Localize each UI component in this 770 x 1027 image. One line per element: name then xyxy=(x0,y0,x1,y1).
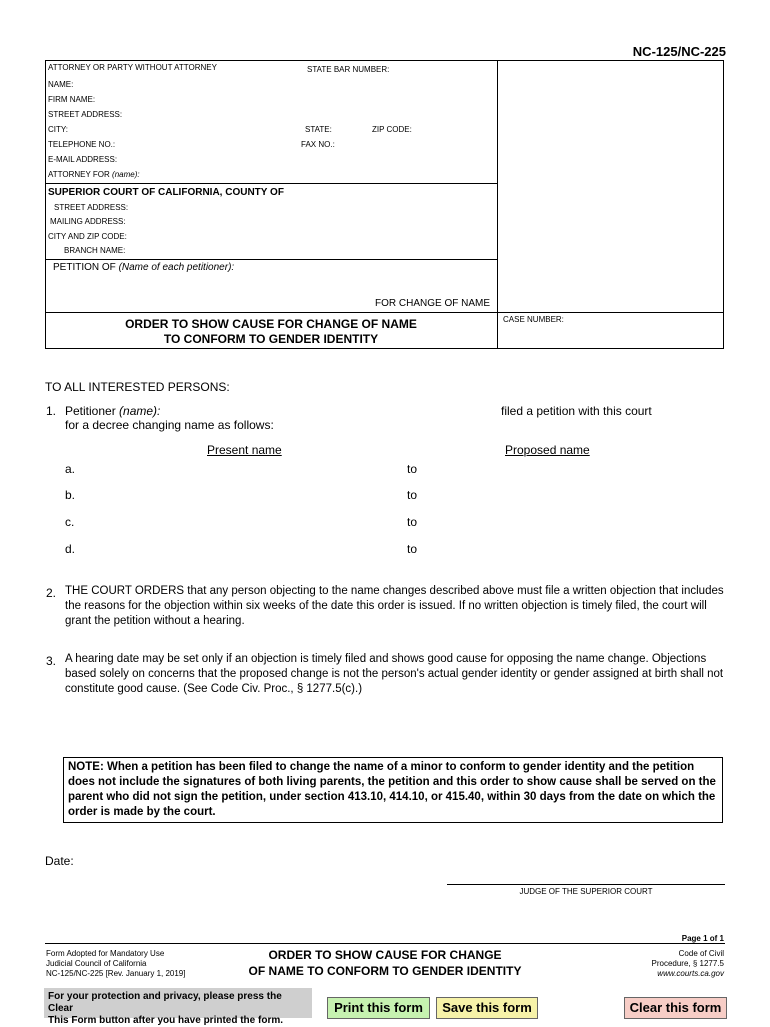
state-bar-label: STATE BAR NUMBER: xyxy=(307,65,390,74)
attorney-for-label: ATTORNEY FOR (name): xyxy=(48,170,140,179)
telephone-label: TELEPHONE NO.: xyxy=(48,140,116,149)
row-a-to: to xyxy=(407,462,418,476)
petitioner-label: Petitioner (name): xyxy=(65,404,161,418)
firm-name-label: FIRM NAME: xyxy=(48,95,96,104)
court-mailing-label: MAILING ADDRESS: xyxy=(50,217,126,226)
name-label: NAME: xyxy=(48,80,74,89)
for-change-of-name: FOR CHANGE OF NAME xyxy=(375,298,491,309)
case-number-label: CASE NUMBER: xyxy=(503,315,564,324)
fax-label: FAX NO.: xyxy=(301,140,335,149)
item3-text: A hearing date may be set only if an objection is timely filed and shows good cause for opposing the name change. Objections based solely on concerns that the proposed change is not the person's actual gender identity or gender assigned at birth shall not constitute good cause. (See Code Civ. Proc., § 1277.5(c).) xyxy=(65,653,724,695)
clear-form-button[interactable]: Clear this form xyxy=(624,997,727,1019)
row-c-to: to xyxy=(407,515,418,529)
row-b-to: to xyxy=(407,488,418,502)
present-name-header: Present name xyxy=(207,443,282,457)
row-c-letter: c. xyxy=(65,515,75,529)
form-number: NC-125/NC-225 xyxy=(632,44,726,59)
judge-label: JUDGE OF THE SUPERIOR COURT xyxy=(519,887,653,896)
petition-of-label: PETITION OF (Name of each petitioner): xyxy=(53,262,235,273)
court-title: SUPERIOR COURT OF CALIFORNIA, COUNTY OF xyxy=(48,187,284,198)
footer-right: Code of Civil Procedure, § 1277.5 www.courts.ca.gov xyxy=(651,949,724,978)
item3-number: 3. xyxy=(46,654,57,668)
email-label: E-MAIL ADDRESS: xyxy=(48,155,118,164)
court-city-zip-label: CITY AND ZIP CODE: xyxy=(48,232,127,241)
note-box: NOTE: When a petition has been filed to change the name of a minor to conform to gender identity and the petition does not include the signatures of both living parents, the petition and this order to show cause shall be served on the parent who did not sign the petition, under section 413.10, 414.10, or 415.40, within 30 days from the date on which the order is made by the court. xyxy=(63,757,723,823)
order-title-line1: ORDER TO SHOW CAUSE FOR CHANGE OF NAME xyxy=(125,317,417,331)
row-b-letter: b. xyxy=(65,488,76,502)
filed-petition-text: filed a petition with this court xyxy=(501,404,652,418)
street-address-label: STREET ADDRESS: xyxy=(48,110,123,119)
decree-text: for a decree changing name as follows: xyxy=(65,418,274,432)
city-label: CITY: xyxy=(48,125,69,134)
to-all-interested: TO ALL INTERESTED PERSONS: xyxy=(45,380,230,394)
item2-number: 2. xyxy=(46,586,57,600)
item2-text: THE COURT ORDERS that any person objecting to the name changes described above must file a written objection that includes the reasons for the objection within six weeks of the date this order is issued. If no written objection is timely filed, the court will grant the petition without a hearing. xyxy=(65,585,724,627)
date-label: Date: xyxy=(45,854,74,868)
footer-title: ORDER TO SHOW CAUSE FOR CHANGE OF NAME TO CONFORM TO GENDER IDENTITY xyxy=(248,948,522,978)
row-d-letter: d. xyxy=(65,542,76,556)
state-label: STATE: xyxy=(305,125,332,134)
court-street-label: STREET ADDRESS: xyxy=(54,203,129,212)
proposed-name-header: Proposed name xyxy=(505,443,590,457)
zip-label: ZIP CODE: xyxy=(372,125,412,134)
row-d-to: to xyxy=(407,542,418,556)
court-branch-label: BRANCH NAME: xyxy=(64,246,126,255)
item1-number: 1. xyxy=(46,404,57,418)
footer-left: Form Adopted for Mandatory Use Judicial Council of California NC-125/NC-225 [Rev. January 1, 2019] xyxy=(46,949,186,978)
privacy-notice: For your protection and privacy, please press the Clear This Form button after you have printed the form. xyxy=(44,988,312,1018)
page-number: Page 1 of 1 xyxy=(681,934,724,943)
print-form-button[interactable]: Print this form xyxy=(327,997,430,1019)
row-a-letter: a. xyxy=(65,462,76,476)
save-form-button[interactable]: Save this form xyxy=(436,997,538,1019)
attorney-header: ATTORNEY OR PARTY WITHOUT ATTORNEY xyxy=(48,63,217,72)
order-title-line2: TO CONFORM TO GENDER IDENTITY xyxy=(163,332,379,346)
